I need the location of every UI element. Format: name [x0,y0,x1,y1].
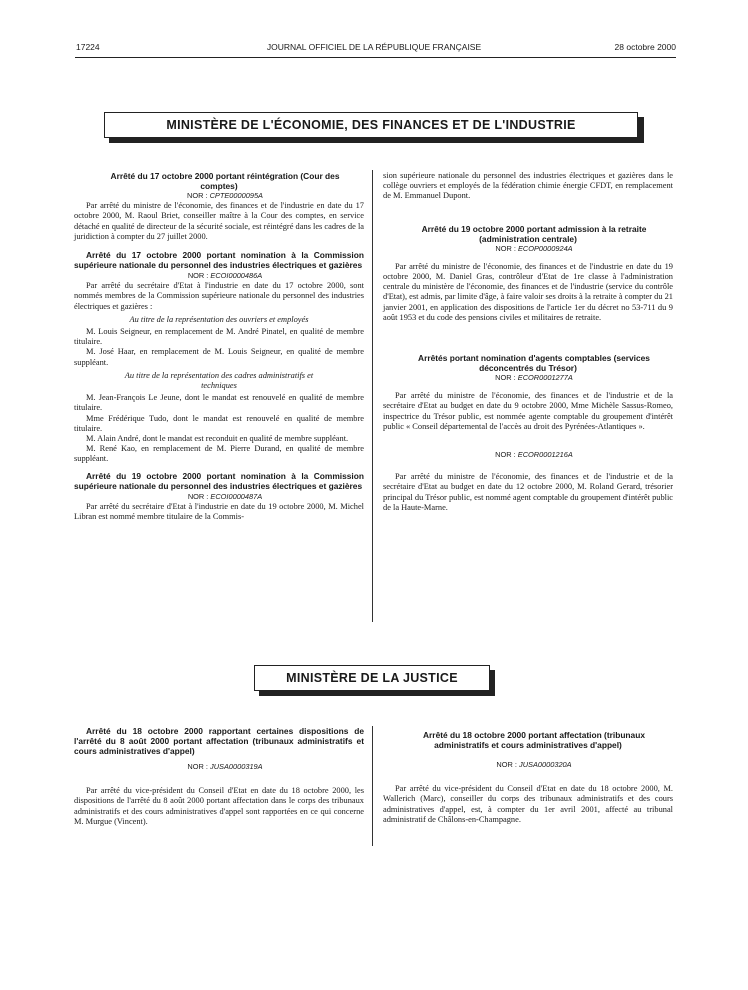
nor-reference: NOR : ECOI0000486A [187,271,263,281]
paragraph: M. Jean-François Le Jeune, dont le mandat est renouvelé en qualité de membre titulaire. [74,393,364,413]
page-number: 17224 [76,42,100,52]
article-body: Par arrêté du secrétaire d'Etat à l'industrie en date du 19 octobre 2000, M. Michel Libran est nommé membre titulaire de la Commis- [74,501,364,522]
nor-reference: NOR : ECOR0001277A [495,373,573,383]
paragraph: M. Alain André, dont le mandat est reconduit en qualité de membre suppléant. [86,434,349,444]
paragraph: Mme Frédérique Tudo, dont le mandat est renouvelé en qualité de membre titulaire. [74,413,364,433]
article-body: Par arrêté du ministre de l'économie, des finances et de l'industrie en date du 19 octobre 2000, M. Daniel Gras, contrôleur d'Etat de 1re classe à l'administration centrale du ministère de l'économie, des finances et de l'industrie (service du contrôle d'Etat), est admis, par limite d'âge, à faire valoir ses droits à la retraite à compter du 21 janvier 2001, en application des dispositions de l'article 1er du décret no 53-711 du 9 août 1953 et du code des pensions civiles et militaires de retraite. [383,261,673,322]
article-body: Par arrêté du ministre de l'économie, des finances et de l'industrie et de la secrétaire d'Etat au budget en date du 12 octobre 2000, M. Roland Gerard, trésorier principal du Trésor public, est nommé agent comptable du groupement d'intérêt public de la Haute-Marne. [383,472,673,512]
section1-right-column [383,171,673,513]
article-title: Arrêté du 18 octobre 2000 rapportant certaines dispositions de l'arrêté du 8 août 2000 portant affectation (tribunaux administratifs et cours administratives d'appel) [74,726,364,756]
article-body: Par arrêté du ministre de l'économie, des finances et de l'industrie en date du 17 octobre 2000, M. Raoul Briet, conseiller maître à la Cour des comptes, en service détaché en qualité de directeur de la sécurité sociale, est réintégré dans les cadres de la juridiction à compter du 27 juillet 2000. [74,201,364,241]
article-body: Par arrêté du ministre de l'économie, des finances et de l'industrie et de la secrétaire d'Etat au budget en date du 9 octobre 2000, Mme Michèle Sassus-Romeo, inspectrice du Trésor public, est nommée agente comptable du groupement d'intérêt public « Conseil départemental de l'accès au droit des Pyrénées-Atlantiques ». [383,391,673,431]
column-separator [372,726,373,846]
nor-reference: NOR : JUSA0000320A [496,760,572,769]
journal-title: JOURNAL OFFICIEL DE LA RÉPUBLIQUE FRANÇAISE [266,42,482,52]
section2-right-column [383,730,673,825]
paragraph: M. René Kao, en remplacement de M. Pierre Durand, en qualité de membre suppléant. [74,444,364,464]
section1-left-column [74,171,364,522]
article-title: Arrêté du 17 octobre 2000 portant nomination à la Commission supérieure nationale du personnel des industries électriques et gazières [74,250,364,271]
paragraph: M. José Haar, en remplacement de M. Louis Seigneur, en qualité de membre suppléant. [74,347,364,367]
article-body: Par arrêté du secrétaire d'Etat à l'industrie en date du 17 octobre 2000, sont nommés membres de la Commission supérieure nationale du personnel des industries électriques et gazières : [74,281,364,311]
ministry-title: MINISTÈRE DE LA JUSTICE [286,671,458,685]
column-separator [372,170,373,622]
article-body: Par arrêté du vice-président du Conseil d'Etat en date du 18 octobre 2000, les dispositions de l'arrêté du 8 août 2000 portant affectation dans le corps des tribunaux administratifs et des cours administratives d'appel sont rapportées en ce qui concerne M. Murgue (Vincent). [74,786,364,826]
article-body-continued: sion supérieure nationale du personnel des industries électriques et gazières dans le collège ouvriers et employés de la fédération chimie énergie CFDT, en remplacement de M. Emmanuel Dupont. [383,171,673,201]
article-body: Par arrêté du vice-président du Conseil d'Etat en date du 18 octobre 2000, M. Wallerich (Marc), conseiller du corps des tribunaux administratifs et des cours administratives d'appel, est, à compter du 1er avril 2001, affecté au tribunal administratif de Châlons-en-Champagne. [383,784,673,824]
issue-date: 28 octobre 2000 [614,42,676,52]
nor-reference: NOR : JUSA0000319A [187,762,263,771]
ministry-banner-economie [104,112,638,138]
subheading: Au titre de la représentation des cadres administratifs et techniques [124,370,314,391]
article-title: Arrêté du 18 octobre 2000 portant affectation (tribunaux administratifs et cours administratives d'appel) [423,730,645,750]
header-rule [75,57,676,58]
ministry-banner-justice [254,665,490,691]
article-title: Arrêté du 17 octobre 2000 portant réintégration (Cour des comptes) [110,171,340,191]
article-title: Arrêté du 19 octobre 2000 portant admission à la retraite (administration centrale) [421,223,647,244]
ministry-title: MINISTÈRE DE L'ÉCONOMIE, DES FINANCES ET DE L'INDUSTRIE [166,118,576,132]
subheading: Au titre de la représentation des ouvriers et employés [129,314,309,324]
nor-reference: NOR : ECOR0001216A [495,450,573,460]
nor-reference: NOR : CPTE0000095A [186,191,263,200]
article-title: Arrêté du 19 octobre 2000 portant nomination à la Commission supérieure nationale du personnel des industries électriques et gazières [74,470,364,491]
nor-reference: NOR : ECOI0000487A [187,491,263,501]
article-title: Arrêtés portant nomination d'agents comptables (services déconcentrés du Trésor) [418,353,650,374]
nor-reference: NOR : ECOP0000924A [495,243,573,253]
paragraph: M. Louis Seigneur, en remplacement de M. André Pinatel, en qualité de membre titulaire. [74,327,364,347]
section2-left-column [74,726,364,827]
